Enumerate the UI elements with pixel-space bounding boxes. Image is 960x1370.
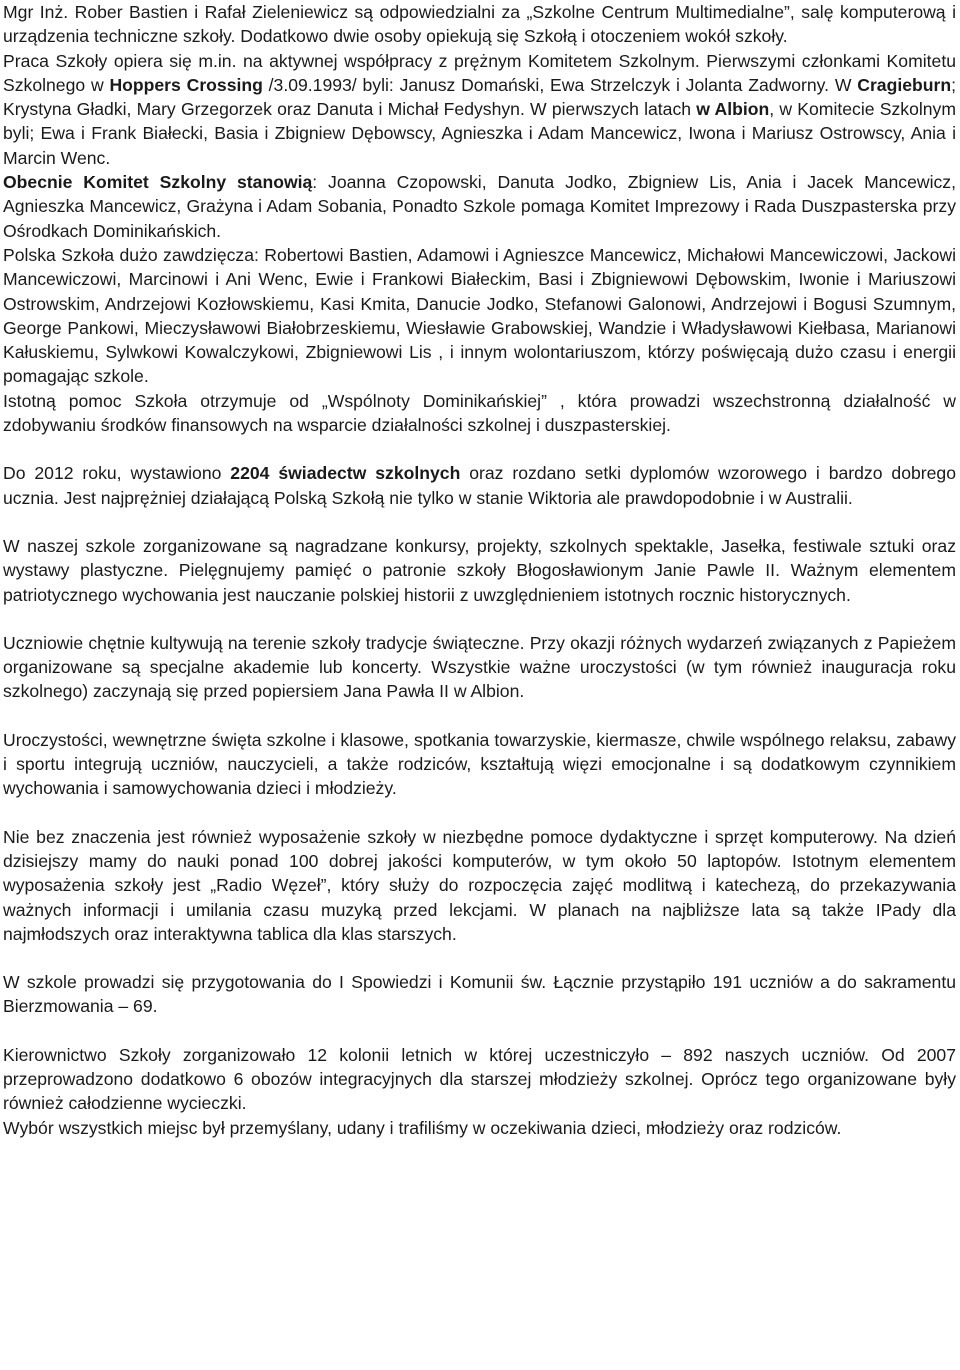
paragraph-text: W naszej szkole zorganizowane są nagradzane konkursy, projekty, szkolnych spektakle, Jasełka, festiwale sztuki oraz wystawy plastyczne. Pielęgnujemy pamięć o patronie szkoły Błogosławionym Janie Pawle II. Ważnym elementem patriotycznego wychowania jest nauczanie polskiej historii z uwzględnieniem istotnych rocznic historycznych. [3,535,956,605]
paragraph-text: Istotną pomoc Szkoła otrzymuje od „Wspólnoty Dominikańskiej” , która prowadzi wszechstronną działalność w zdobywaniu środków finansowych na wsparcie działalności szkolnej i duszpasterskiej. [3,390,956,436]
paragraph-text: : Joanna Czopowski, Danuta Jodko, Zbigniew Lis, Ania i Jacek Mancewicz, Agnieszka Mancewicz, Grażyna i Adam Sobania, Ponadto Szkole pomaga Komitet Imprezowy i Rada Duszpasterska przy Ośrodkach Dominikańskich. [3,172,956,241]
paragraph-text: Uroczystości, wewnętrzne święta szkolne i klasowe, spotkania towarzyskie, kiermasze, chwile wspólnego relaksu, zabawy i sportu integrują uczniów, nauczycieli, a także rodziców, kształtują więzi emocjonalne i są dodatkowym czynnikiem wychowania i samowychowania dzieci i młodzieży. [3,729,956,799]
paragraph-text: W szkole prowadzi się przygotowania do I Spowiedzi i Komunii św. Łącznie przystąpiło 191 uczniów a do sakramentu Bierzmowania – 69. [3,972,956,1017]
paragraph-p3 [3,170,956,243]
paragraph-text: Praca Szkoły opiera się m.in. na aktywnej współpracy z prężnym Komitetem Szkolnym. Pierwszymi członkami Komitetu Szkolnego w [3,50,956,95]
bold-text: Cragieburn [857,74,952,95]
paragraph-p1 [3,0,956,49]
paragraph-text: Kierownictwo Szkoły zorganizowało 12 kolonii letnich w której uczestniczyło – 892 naszych uczniów. Od 2007 przeprowadzono dodatkowo 6 obozów integracyjnych dla starszej młodzieży szkolnej. Oprócz tego organizowane były również całodzienne wycieczki. [3,1044,956,1114]
paragraph-text: Polska Szkoła dużo zawdzięcza: Robertowi Bastien, Adamowi i Agnieszce Mancewicz, Michałowi Mancewiczowi, Jackowi Mancewiczowi, Marcinowi i Ani Wenc, Ewie i Frankowi Białeckim, Basi i Zbigniewowi Dębowskim, Iwonie i Mariuszowi Ostrowskim, Andrzejowi Kozłowskiemu, Kasi Kmita, Danucie Jodko, Stefanowi Galonowi, Andrzejowi i Bogusi Szumnym, George Pankowi, Mieczysławowi Białobrzeskiemu, Wiesławie Grabowskiej, Wandzie i Władysławowi Kiełbasa, Marianowi Kałuskiemu, Sylwkowi Kowalczykowi, Zbigniewowi Lis , i innym wolontariuszom, którzy poświęcają dużo czasu i energii pomagając szkole. [3,244,956,387]
paragraph-text: Mgr Inż. Rober Bastien i Rafał Zieleniewicz są odpowiedzialni za „Szkolne Centrum Multimedialne”, salę komputerową i urządzenia techniczne szkoły. Dodatkowo dwie osoby opiekują się Szkołą i otoczeniem wokół szkoły. [3,2,956,47]
bold-text: w Albion [696,99,770,120]
paragraph-spacer [3,1019,956,1043]
paragraph-text: Do 2012 roku, wystawiono [3,463,231,484]
paragraph-text: Wybór wszystkich miejsc był przemyślany, udany i trafiliśmy w oczekiwania dzieci, młodzieży oraz rodziców. [3,1117,842,1138]
bold-text: Hoppers Crossing [109,74,263,95]
paragraph-p4 [3,243,956,389]
bold-text: 2204 świadectw szkolnych [230,463,461,484]
paragraph-spacer [3,510,956,534]
paragraph-p5 [3,389,956,438]
paragraph-p8 [3,631,956,704]
paragraph-spacer [3,437,956,461]
paragraph-spacer [3,946,956,970]
paragraph-p2 [3,49,956,170]
paragraph-p9 [3,728,956,801]
paragraph-text: oraz rozdano setki dyplomów wzorowego i bardzo dobrego ucznia. Jest najprężniej działającą Polską Szkołą nie tylko w stanie Wiktoria ale prawdopodobnie i w Australii. [3,463,956,508]
paragraph-text: Nie bez znaczenia jest również wyposażenie szkoły w niezbędne pomoce dydaktyczne i sprzęt komputerowy. Na dzień dzisiejszy mamy do nauki ponad 100 dobrej jakości komputerów, w tym około 50 laptopów. Istotnym elementem wyposażenia szkoły jest „Radio Węzeł”, który służy do rozpoczęcia zajęć modlitwą i katechezą, do przekazywania ważnych informacji i umilania czasu muzyką przed lekcjami. W planach na najbliższe lata są także IPady dla najmłodszych oraz interaktywna tablica dla klas starszych. [3,826,956,944]
paragraph-p6 [3,461,956,510]
paragraph-spacer [3,607,956,631]
bold-text: Obecnie Komitet Szkolny stanowią [3,172,313,193]
paragraph-p7 [3,534,956,607]
paragraph-p10 [3,825,956,946]
paragraph-p11 [3,970,956,1019]
paragraph-text: Uczniowie chętnie kultywują na terenie szkoły tradycje świąteczne. Przy okazji różnych wydarzeń związanych z Papieżem organizowane są specjalne akademie lub koncerty. Wszystkie ważne uroczystości (w tym również inauguracja roku szkolnego) zaczynają się przed popiersiem Jana Pawła II w Albion. [3,632,956,702]
paragraph-spacer [3,801,956,825]
paragraph-p13 [3,1116,956,1140]
paragraph-text: /3.09.1993/ byli: Janusz Domański, Ewa Strzelczyk i Jolanta Zadworny. W [262,74,858,95]
paragraph-spacer [3,704,956,728]
paragraph-p12 [3,1043,956,1116]
paragraph-text: ; Krystyna Gładki, Mary Grzegorzek oraz Danuta i Michał Fedyshyn. W pierwszych latach [3,74,956,120]
paragraph-text: , w Komitecie Szkolnym byli; Ewa i Frank Białecki, Basia i Zbigniew Dębowscy, Agnieszka i Adam Mancewicz, Iwona i Mariusz Ostrowscy, Ania i Marcin Wenc. [3,99,956,168]
